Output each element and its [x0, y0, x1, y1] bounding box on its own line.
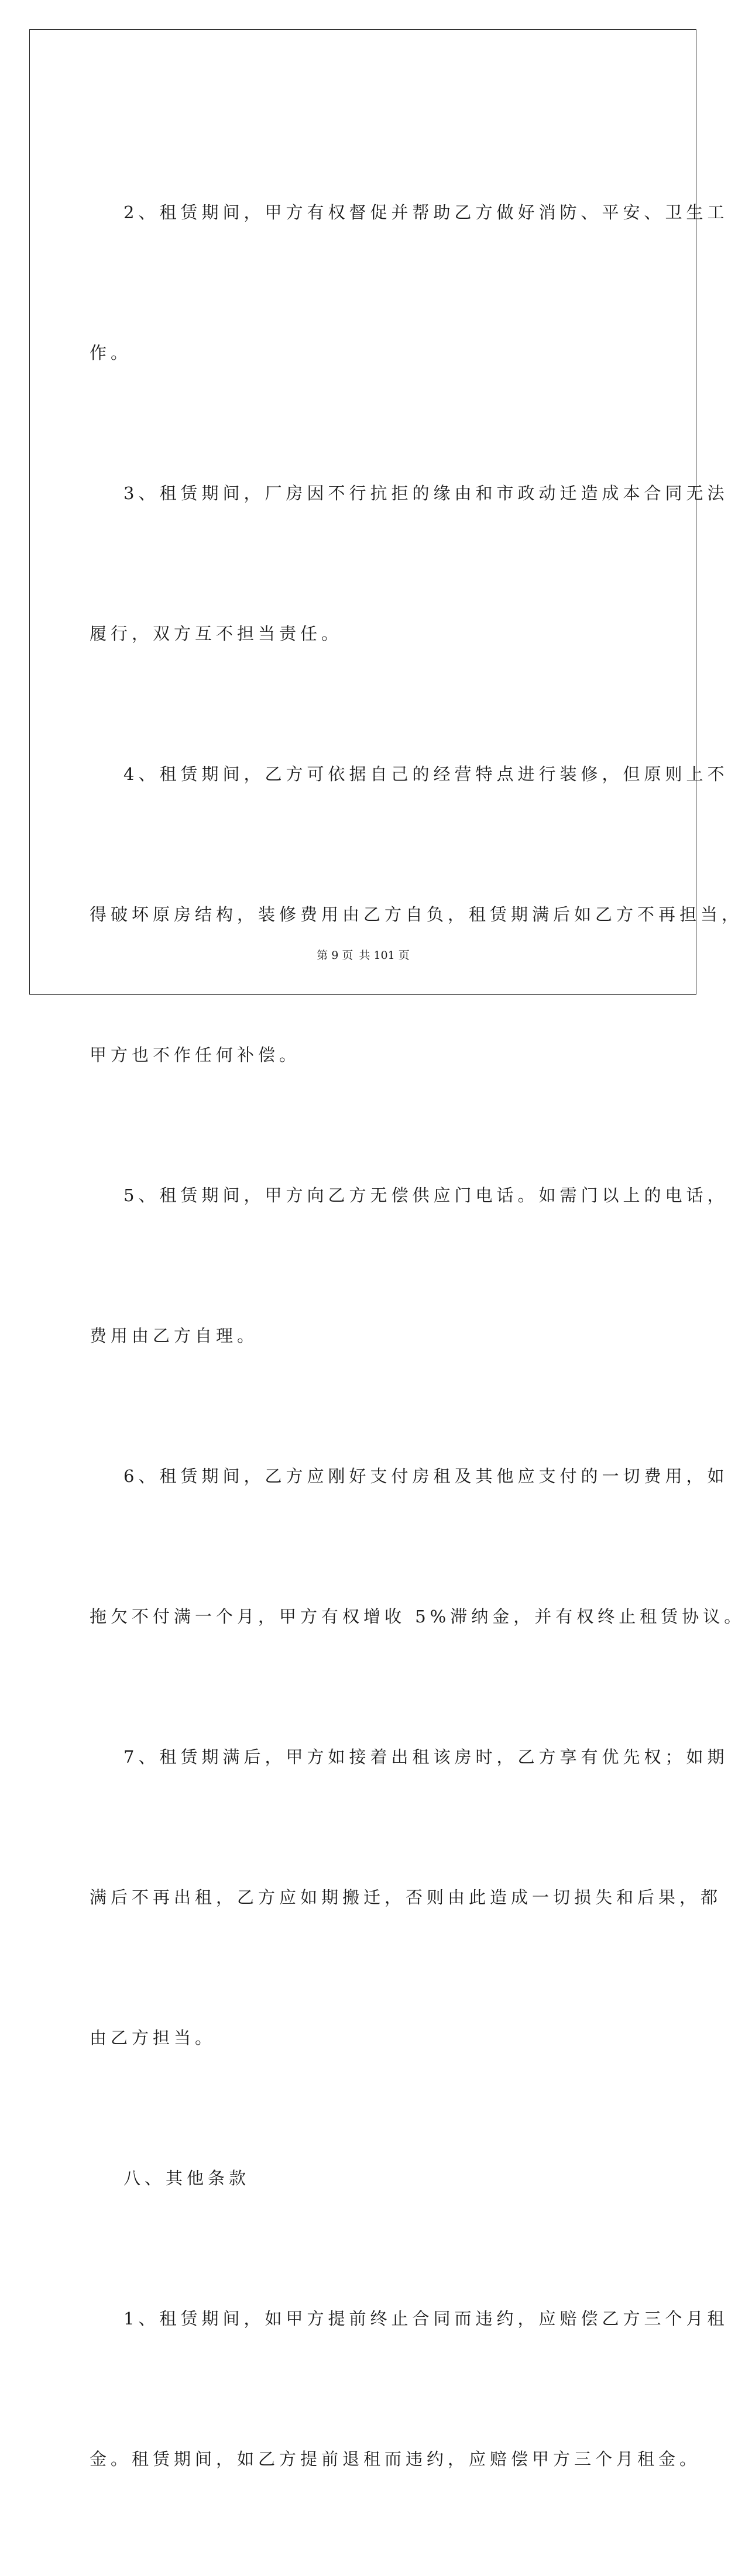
- paragraph-text: [90, 95, 745, 2576]
- text-line: 6、租赁期间，乙方应刚好支付房租及其他应支付的一切费用，如: [123, 1466, 729, 1486]
- text-line: 履行，双方互不担当责任。: [90, 624, 343, 644]
- text-line: 1、租赁期间，如甲方提前终止合同而违约，应赔偿乙方三个月租: [123, 2309, 729, 2329]
- text-line: 7、租赁期满后，甲方如接着出租该房时，乙方享有优先权；如期: [123, 1747, 729, 1767]
- text-line: 2、租赁期间，甲方有权督促并帮助乙方做好消防、平安、卫生工: [123, 202, 729, 222]
- text-line: 得破坏原房结构，装修费用由乙方自负，租赁期满后如乙方不再担当，: [90, 904, 743, 924]
- document-body: [90, 95, 745, 2576]
- text-line: 费用由乙方自理。: [90, 1326, 259, 1346]
- text-line: 由乙方担当。: [90, 2028, 217, 2048]
- text-line: 拖欠不付满一个月，甲方有权增收 5%滞纳金，并有权终止租赁协议。: [90, 1607, 745, 1626]
- text-line: 5、租赁期间，甲方向乙方无偿供应门电话。如需门以上的电话，: [123, 1185, 729, 1205]
- text-line: 作。: [90, 343, 132, 363]
- text-line: 甲方也不作任何补偿。: [90, 1045, 301, 1065]
- page-total: 共 101 页: [359, 949, 410, 962]
- text-line: 3、租赁期间，厂房因不行抗拒的缘由和市政动迁造成本合同无法: [123, 483, 729, 503]
- section-heading: 八、其他条款: [123, 2168, 250, 2188]
- page-footer: [0, 948, 726, 963]
- page-number: 第 9 页: [317, 949, 353, 962]
- text-line: 金。租赁期间，如乙方提前退租而违约，应赔偿甲方三个月租金。: [90, 2449, 701, 2469]
- text-line: 4、租赁期间，乙方可依据自己的经营特点进行装修，但原则上不: [123, 764, 729, 784]
- text-line: 满后不再出租，乙方应如期搬迁，否则由此造成一切损失和后果，都: [90, 1887, 722, 1907]
